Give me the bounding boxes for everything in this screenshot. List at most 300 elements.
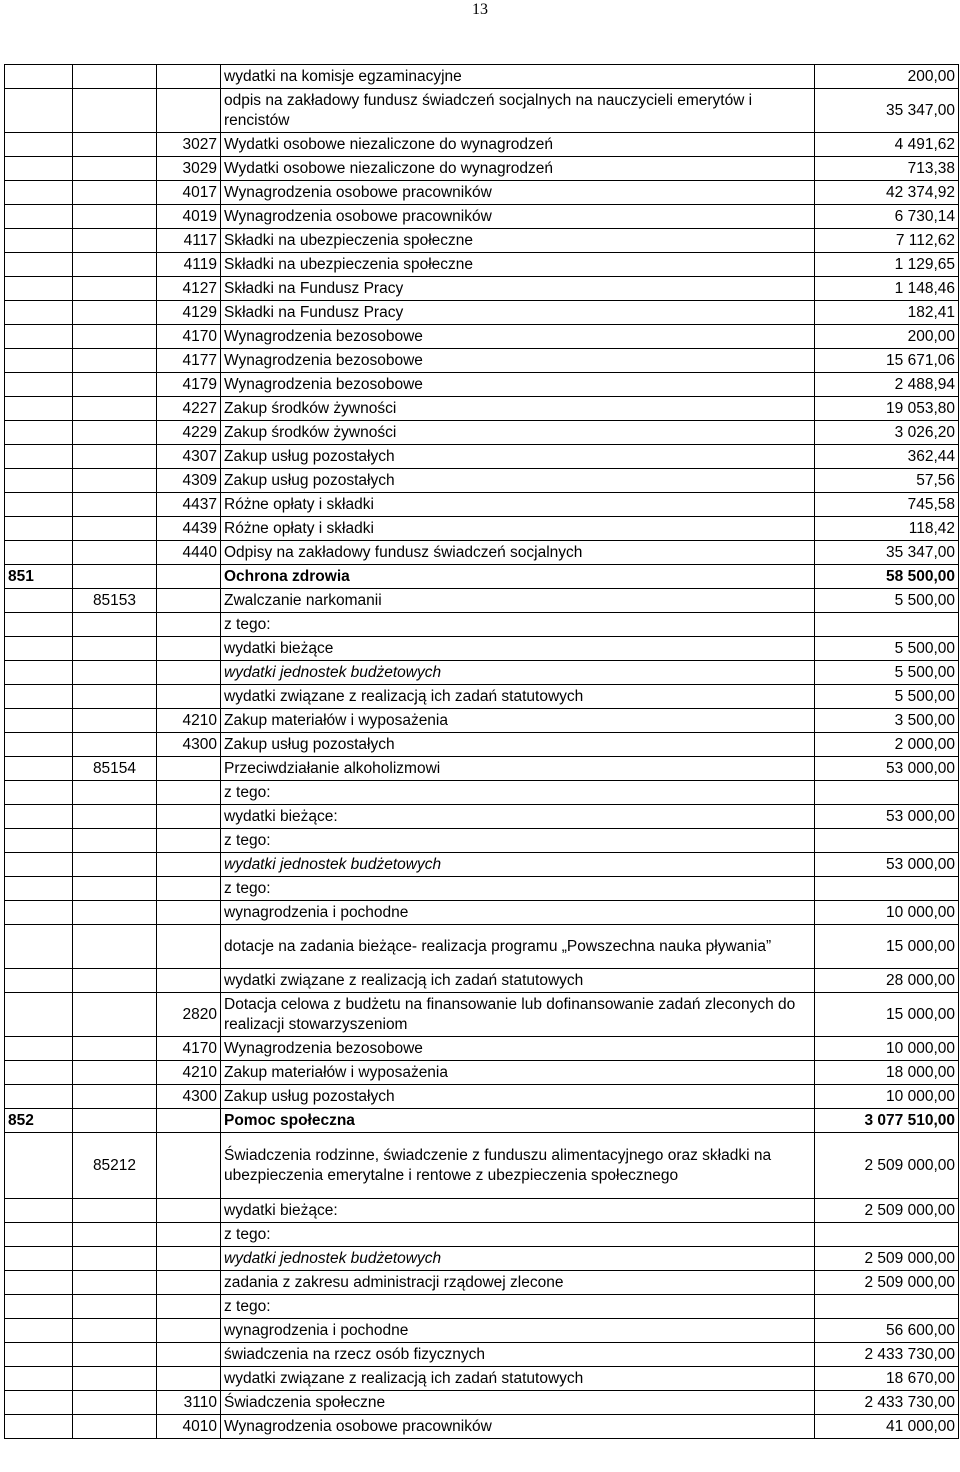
name-cell: wydatki związane z realizacją ich zadań statutowych: [221, 685, 815, 709]
amount-cell: 53 000,00: [815, 757, 959, 781]
table-row: [5, 589, 959, 613]
dzial-cell: [5, 1391, 73, 1415]
table-row: [5, 133, 959, 157]
name-cell: Wynagrodzenia osobowe pracowników: [221, 1415, 815, 1439]
name-cell: z tego:: [221, 781, 815, 805]
amount-cell: 200,00: [815, 325, 959, 349]
name-cell: z tego:: [221, 1295, 815, 1319]
name-cell: z tego:: [221, 877, 815, 901]
rozdzial-cell: [73, 421, 157, 445]
table-row: [5, 1391, 959, 1415]
paragraf-cell: [157, 781, 221, 805]
amount-cell: 3 077 510,00: [815, 1109, 959, 1133]
paragraf-cell: 4300: [157, 1085, 221, 1109]
name-cell: Wynagrodzenia osobowe pracowników: [221, 205, 815, 229]
rozdzial-cell: [73, 853, 157, 877]
table-row: [5, 901, 959, 925]
table-row: [5, 373, 959, 397]
amount-cell: 42 374,92: [815, 181, 959, 205]
rozdzial-cell: [73, 445, 157, 469]
dzial-cell: [5, 517, 73, 541]
amount-cell: 3 026,20: [815, 421, 959, 445]
paragraf-cell: 4227: [157, 397, 221, 421]
paragraf-cell: [157, 65, 221, 89]
table-row: [5, 685, 959, 709]
rozdzial-cell: [73, 373, 157, 397]
amount-cell: [815, 829, 959, 853]
amount-cell: 2 000,00: [815, 733, 959, 757]
name-cell: wydatki na komisje egzaminacyjne: [221, 65, 815, 89]
dzial-cell: [5, 133, 73, 157]
table-row: [5, 969, 959, 993]
dzial-cell: [5, 661, 73, 685]
rozdzial-cell: [73, 685, 157, 709]
dzial-cell: [5, 1415, 73, 1439]
amount-cell: 2 433 730,00: [815, 1391, 959, 1415]
amount-cell: 18 000,00: [815, 1061, 959, 1085]
name-cell: Zakup usług pozostałych: [221, 733, 815, 757]
table-row: [5, 1271, 959, 1295]
dzial-cell: [5, 901, 73, 925]
name-cell: Zwalczanie narkomanii: [221, 589, 815, 613]
name-cell: Różne opłaty i składki: [221, 493, 815, 517]
rozdzial-cell: [73, 1061, 157, 1085]
amount-cell: 2 488,94: [815, 373, 959, 397]
name-cell: Wynagrodzenia bezosobowe: [221, 1037, 815, 1061]
table-row: [5, 517, 959, 541]
table-row: [5, 65, 959, 89]
paragraf-cell: 4117: [157, 229, 221, 253]
amount-cell: 41 000,00: [815, 1415, 959, 1439]
dzial-cell: [5, 301, 73, 325]
name-cell: wydatki bieżące: [221, 637, 815, 661]
paragraf-cell: 4437: [157, 493, 221, 517]
name-cell: wydatki jednostek budżetowych: [221, 853, 815, 877]
name-cell: wydatki związane z realizacją ich zadań statutowych: [221, 1367, 815, 1391]
paragraf-cell: 4177: [157, 349, 221, 373]
dzial-cell: [5, 325, 73, 349]
name-cell: Wynagrodzenia bezosobowe: [221, 349, 815, 373]
dzial-cell: [5, 1037, 73, 1061]
paragraf-cell: [157, 661, 221, 685]
dzial-cell: [5, 685, 73, 709]
amount-cell: 362,44: [815, 445, 959, 469]
paragraf-cell: 4300: [157, 733, 221, 757]
amount-cell: 53 000,00: [815, 853, 959, 877]
table-row: [5, 1199, 959, 1223]
dzial-cell: [5, 469, 73, 493]
rozdzial-cell: [73, 877, 157, 901]
amount-cell: 10 000,00: [815, 1037, 959, 1061]
name-cell: Różne opłaty i składki: [221, 517, 815, 541]
paragraf-cell: [157, 805, 221, 829]
name-cell: wynagrodzenia i pochodne: [221, 1319, 815, 1343]
dzial-cell: [5, 853, 73, 877]
amount-cell: 118,42: [815, 517, 959, 541]
dzial-cell: [5, 1199, 73, 1223]
amount-cell: 2 509 000,00: [815, 1247, 959, 1271]
dzial-cell: [5, 757, 73, 781]
rozdzial-cell: [73, 1199, 157, 1223]
amount-cell: 15 671,06: [815, 349, 959, 373]
name-cell: Zakup środków żywności: [221, 397, 815, 421]
name-cell: Składki na Fundusz Pracy: [221, 301, 815, 325]
amount-cell: 182,41: [815, 301, 959, 325]
table-row: [5, 1109, 959, 1133]
rozdzial-cell: 85212: [73, 1133, 157, 1199]
paragraf-cell: 4210: [157, 1061, 221, 1085]
name-cell: Wynagrodzenia bezosobowe: [221, 325, 815, 349]
dzial-cell: 852: [5, 1109, 73, 1133]
paragraf-cell: 4179: [157, 373, 221, 397]
amount-cell: 19 053,80: [815, 397, 959, 421]
amount-cell: 5 500,00: [815, 685, 959, 709]
table-body: [5, 65, 959, 1439]
name-cell: Składki na ubezpieczenia społeczne: [221, 229, 815, 253]
rozdzial-cell: [73, 157, 157, 181]
paragraf-cell: [157, 1271, 221, 1295]
name-cell: Przeciwdziałanie alkoholizmowi: [221, 757, 815, 781]
paragraf-cell: 4127: [157, 277, 221, 301]
rozdzial-cell: [73, 1247, 157, 1271]
paragraf-cell: [157, 89, 221, 133]
rozdzial-cell: [73, 253, 157, 277]
dzial-cell: [5, 541, 73, 565]
dzial-cell: [5, 1133, 73, 1199]
rozdzial-cell: [73, 993, 157, 1037]
dzial-cell: [5, 1343, 73, 1367]
rozdzial-cell: [73, 229, 157, 253]
dzial-cell: [5, 877, 73, 901]
dzial-cell: [5, 1271, 73, 1295]
paragraf-cell: 3029: [157, 157, 221, 181]
paragraf-cell: [157, 1343, 221, 1367]
rozdzial-cell: [73, 805, 157, 829]
dzial-cell: 851: [5, 565, 73, 589]
table-row: [5, 253, 959, 277]
name-cell: Zakup materiałów i wyposażenia: [221, 1061, 815, 1085]
name-cell: Zakup środków żywności: [221, 421, 815, 445]
table-row: [5, 993, 959, 1037]
rozdzial-cell: [73, 65, 157, 89]
rozdzial-cell: [73, 613, 157, 637]
amount-cell: 56 600,00: [815, 1319, 959, 1343]
amount-cell: 2 433 730,00: [815, 1343, 959, 1367]
paragraf-cell: 4129: [157, 301, 221, 325]
table-row: [5, 1085, 959, 1109]
rozdzial-cell: [73, 901, 157, 925]
dzial-cell: [5, 733, 73, 757]
name-cell: Zakup usług pozostałych: [221, 469, 815, 493]
dzial-cell: [5, 993, 73, 1037]
dzial-cell: [5, 181, 73, 205]
dzial-cell: [5, 1295, 73, 1319]
table-row: [5, 301, 959, 325]
amount-cell: 713,38: [815, 157, 959, 181]
paragraf-cell: 4119: [157, 253, 221, 277]
amount-cell: 35 347,00: [815, 541, 959, 565]
paragraf-cell: [157, 1319, 221, 1343]
rozdzial-cell: [73, 1271, 157, 1295]
rozdzial-cell: [73, 1415, 157, 1439]
amount-cell: [815, 877, 959, 901]
dzial-cell: [5, 1367, 73, 1391]
name-cell: z tego:: [221, 829, 815, 853]
paragraf-cell: 3110: [157, 1391, 221, 1415]
amount-cell: 15 000,00: [815, 993, 959, 1037]
amount-cell: 35 347,00: [815, 89, 959, 133]
name-cell: z tego:: [221, 613, 815, 637]
paragraf-cell: [157, 613, 221, 637]
rozdzial-cell: [73, 565, 157, 589]
rozdzial-cell: [73, 325, 157, 349]
dzial-cell: [5, 445, 73, 469]
name-cell: Składki na Fundusz Pracy: [221, 277, 815, 301]
amount-cell: 2 509 000,00: [815, 1133, 959, 1199]
name-cell: Ochrona zdrowia: [221, 565, 815, 589]
amount-cell: 10 000,00: [815, 1085, 959, 1109]
amount-cell: 2 509 000,00: [815, 1271, 959, 1295]
paragraf-cell: 4439: [157, 517, 221, 541]
table-row: [5, 661, 959, 685]
name-cell: odpis na zakładowy fundusz świadczeń socjalnych na nauczycieli emerytów i rencistów: [221, 89, 815, 133]
name-cell: Pomoc społeczna: [221, 1109, 815, 1133]
table-row: [5, 469, 959, 493]
dzial-cell: [5, 205, 73, 229]
paragraf-cell: [157, 829, 221, 853]
rozdzial-cell: [73, 181, 157, 205]
table-row: [5, 157, 959, 181]
paragraf-cell: 4170: [157, 325, 221, 349]
name-cell: świadczenia na rzecz osób fizycznych: [221, 1343, 815, 1367]
paragraf-cell: 2820: [157, 993, 221, 1037]
rozdzial-cell: [73, 1367, 157, 1391]
paragraf-cell: 4307: [157, 445, 221, 469]
table-row: [5, 829, 959, 853]
rozdzial-cell: [73, 301, 157, 325]
amount-cell: [815, 781, 959, 805]
table-row: [5, 637, 959, 661]
table-row: [5, 1061, 959, 1085]
amount-cell: 1 148,46: [815, 277, 959, 301]
rozdzial-cell: [73, 661, 157, 685]
paragraf-cell: 4210: [157, 709, 221, 733]
name-cell: wydatki jednostek budżetowych: [221, 1247, 815, 1271]
paragraf-cell: [157, 1295, 221, 1319]
paragraf-cell: 4170: [157, 1037, 221, 1061]
amount-cell: 200,00: [815, 65, 959, 89]
paragraf-cell: [157, 1133, 221, 1199]
table-row: [5, 277, 959, 301]
table-row: [5, 1319, 959, 1343]
paragraf-cell: [157, 901, 221, 925]
amount-cell: 6 730,14: [815, 205, 959, 229]
paragraf-cell: [157, 925, 221, 969]
paragraf-cell: [157, 1223, 221, 1247]
amount-cell: 15 000,00: [815, 925, 959, 969]
paragraf-cell: 4309: [157, 469, 221, 493]
name-cell: Odpisy na zakładowy fundusz świadczeń socjalnych: [221, 541, 815, 565]
dzial-cell: [5, 829, 73, 853]
table-row: [5, 877, 959, 901]
name-cell: Zakup materiałów i wyposażenia: [221, 709, 815, 733]
amount-cell: 745,58: [815, 493, 959, 517]
rozdzial-cell: [73, 1343, 157, 1367]
paragraf-cell: 4019: [157, 205, 221, 229]
name-cell: Świadczenia społeczne: [221, 1391, 815, 1415]
rozdzial-cell: [73, 781, 157, 805]
paragraf-cell: [157, 1247, 221, 1271]
table-row: [5, 349, 959, 373]
dzial-cell: [5, 969, 73, 993]
rozdzial-cell: [73, 637, 157, 661]
dzial-cell: [5, 397, 73, 421]
dzial-cell: [5, 1223, 73, 1247]
amount-cell: 5 500,00: [815, 589, 959, 613]
table-row: [5, 541, 959, 565]
name-cell: wynagrodzenia i pochodne: [221, 901, 815, 925]
dzial-cell: [5, 781, 73, 805]
table-row: [5, 805, 959, 829]
amount-cell: 10 000,00: [815, 901, 959, 925]
amount-cell: 53 000,00: [815, 805, 959, 829]
table-row: [5, 613, 959, 637]
name-cell: Wydatki osobowe niezaliczone do wynagrodzeń: [221, 157, 815, 181]
table-row: [5, 1367, 959, 1391]
dzial-cell: [5, 1061, 73, 1085]
amount-cell: 5 500,00: [815, 637, 959, 661]
rozdzial-cell: 85154: [73, 757, 157, 781]
page-number: 13: [472, 1, 488, 18]
dzial-cell: [5, 349, 73, 373]
paragraf-cell: [157, 757, 221, 781]
table-row: [5, 925, 959, 969]
paragraf-cell: [157, 637, 221, 661]
paragraf-cell: 3027: [157, 133, 221, 157]
name-cell: Wydatki osobowe niezaliczone do wynagrodzeń: [221, 133, 815, 157]
amount-cell: 18 670,00: [815, 1367, 959, 1391]
rozdzial-cell: [73, 925, 157, 969]
amount-cell: 3 500,00: [815, 709, 959, 733]
paragraf-cell: 4229: [157, 421, 221, 445]
paragraf-cell: 4440: [157, 541, 221, 565]
amount-cell: [815, 1223, 959, 1247]
amount-cell: 2 509 000,00: [815, 1199, 959, 1223]
name-cell: Wynagrodzenia osobowe pracowników: [221, 181, 815, 205]
amount-cell: [815, 613, 959, 637]
name-cell: wydatki bieżące:: [221, 805, 815, 829]
dzial-cell: [5, 637, 73, 661]
dzial-cell: [5, 493, 73, 517]
table-row: [5, 709, 959, 733]
table-row: [5, 733, 959, 757]
table-row: [5, 181, 959, 205]
rozdzial-cell: [73, 1391, 157, 1415]
rozdzial-cell: [73, 349, 157, 373]
rozdzial-cell: [73, 517, 157, 541]
rozdzial-cell: [73, 733, 157, 757]
rozdzial-cell: [73, 133, 157, 157]
rozdzial-cell: [73, 709, 157, 733]
dzial-cell: [5, 277, 73, 301]
name-cell: Zakup usług pozostałych: [221, 445, 815, 469]
amount-cell: 1 129,65: [815, 253, 959, 277]
table-row: [5, 421, 959, 445]
dzial-cell: [5, 373, 73, 397]
amount-cell: 5 500,00: [815, 661, 959, 685]
table-row: [5, 205, 959, 229]
paragraf-cell: 4010: [157, 1415, 221, 1439]
budget-expenditure-table: [4, 64, 959, 1439]
table-row: [5, 757, 959, 781]
name-cell: wydatki bieżące:: [221, 1199, 815, 1223]
table-row: [5, 565, 959, 589]
rozdzial-cell: [73, 493, 157, 517]
name-cell: Zakup usług pozostałych: [221, 1085, 815, 1109]
paragraf-cell: [157, 589, 221, 613]
rozdzial-cell: [73, 277, 157, 301]
paragraf-cell: [157, 969, 221, 993]
amount-cell: 57,56: [815, 469, 959, 493]
amount-cell: 7 112,62: [815, 229, 959, 253]
rozdzial-cell: [73, 397, 157, 421]
paragraf-cell: [157, 877, 221, 901]
table-row: [5, 853, 959, 877]
dzial-cell: [5, 925, 73, 969]
paragraf-cell: [157, 853, 221, 877]
dzial-cell: [5, 805, 73, 829]
table-row: [5, 493, 959, 517]
rozdzial-cell: [73, 969, 157, 993]
table-row: [5, 1247, 959, 1271]
name-cell: dotacje na zadania bieżące- realizacja programu „Powszechna nauka pływania”: [221, 925, 815, 969]
name-cell: Wynagrodzenia bezosobowe: [221, 373, 815, 397]
table-row: [5, 1223, 959, 1247]
table-row: [5, 325, 959, 349]
rozdzial-cell: [73, 1319, 157, 1343]
amount-cell: 58 500,00: [815, 565, 959, 589]
dzial-cell: [5, 1247, 73, 1271]
name-cell: wydatki związane z realizacją ich zadań statutowych: [221, 969, 815, 993]
dzial-cell: [5, 613, 73, 637]
name-cell: Składki na ubezpieczenia społeczne: [221, 253, 815, 277]
dzial-cell: [5, 1319, 73, 1343]
dzial-cell: [5, 253, 73, 277]
paragraf-cell: [157, 1109, 221, 1133]
dzial-cell: [5, 421, 73, 445]
dzial-cell: [5, 1085, 73, 1109]
rozdzial-cell: [73, 89, 157, 133]
dzial-cell: [5, 157, 73, 181]
table-row: [5, 89, 959, 133]
table-row: [5, 781, 959, 805]
name-cell: Świadczenia rodzinne, świadczenie z funduszu alimentacyjnego oraz składki na ubezpieczenia emerytalne i rentowe z ubezpieczenia społecznego: [221, 1133, 815, 1199]
table-row: [5, 445, 959, 469]
rozdzial-cell: [73, 469, 157, 493]
name-cell: zadania z zakresu administracji rządowej zlecone: [221, 1271, 815, 1295]
paragraf-cell: [157, 1199, 221, 1223]
rozdzial-cell: 85153: [73, 589, 157, 613]
amount-cell: 4 491,62: [815, 133, 959, 157]
table-row: [5, 397, 959, 421]
rozdzial-cell: [73, 829, 157, 853]
table-row: [5, 1133, 959, 1199]
dzial-cell: [5, 709, 73, 733]
rozdzial-cell: [73, 1295, 157, 1319]
table-row: [5, 1415, 959, 1439]
name-cell: Dotacja celowa z budżetu na finansowanie lub dofinansowanie zadań zleconych do realizacji stowarzyszeniom: [221, 993, 815, 1037]
paragraf-cell: [157, 565, 221, 589]
